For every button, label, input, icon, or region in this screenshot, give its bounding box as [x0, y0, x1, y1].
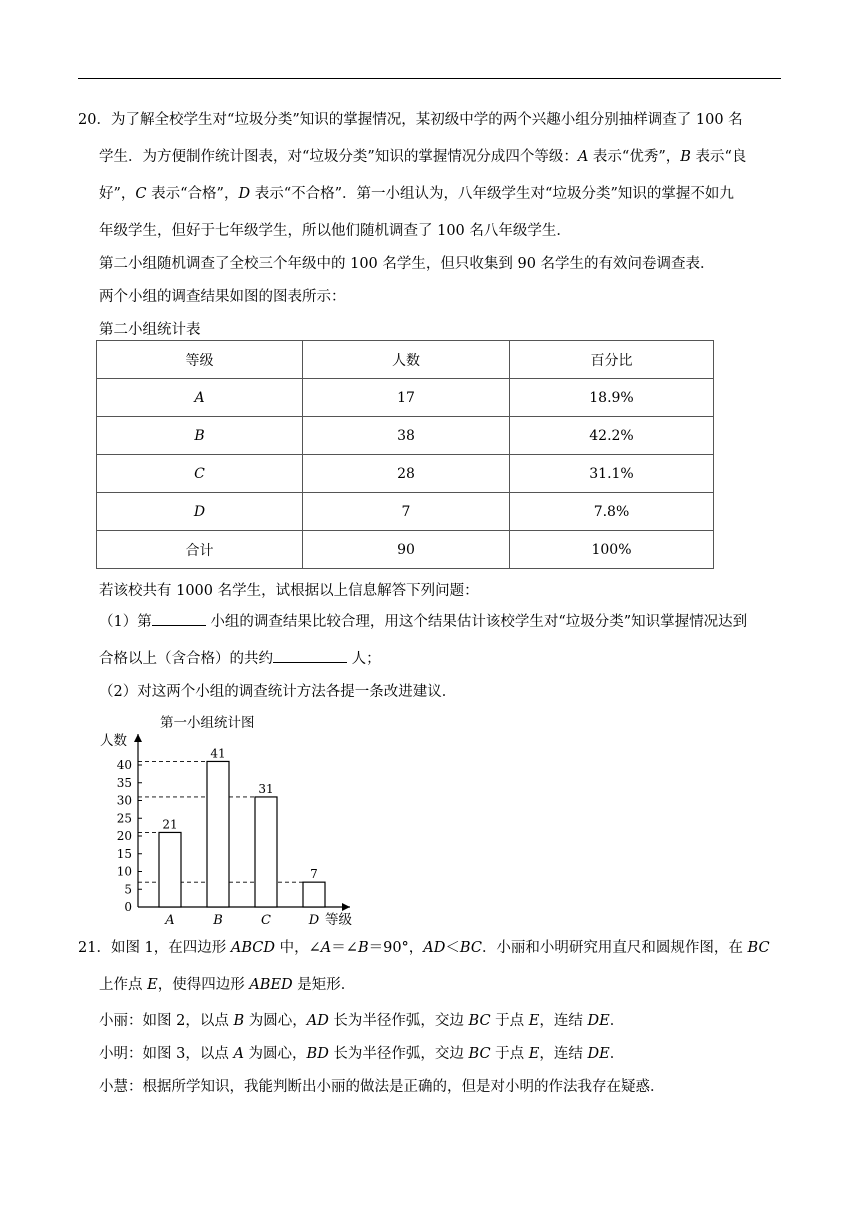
table-cell: C	[97, 455, 303, 493]
category-label: A	[165, 913, 175, 927]
q20-line-6: 两个小组的调查结果如图的图表所示：	[99, 289, 346, 305]
table-cell: 31.1%	[510, 455, 714, 493]
bar-value-label: 7	[310, 867, 318, 882]
bar-value-label: 41	[210, 746, 226, 761]
table-cell: 38	[303, 417, 510, 455]
table-cell: 17	[303, 379, 510, 417]
table-cell: 90	[303, 531, 510, 569]
table-cell: 合计	[97, 531, 303, 569]
y-tick-label: 35	[116, 775, 132, 790]
category-label: D	[308, 913, 320, 927]
bar-chart	[90, 712, 365, 927]
q20-line-3: 好”，C 表示“合格”，D 表示“不合格”．第一小组认为，八年级学生对“垃圾分类”知识的掌握不如九	[99, 186, 734, 202]
q21-line-1: 21．如图 1，在四边形 ABCD 中，∠A＝∠B＝90°，AD＜BC．小丽和小明研究用直尺和圆规作图，在 BC	[78, 940, 770, 956]
bar-C	[255, 797, 277, 907]
y-tick-label: 5	[124, 882, 132, 897]
table-total-row	[97, 531, 714, 569]
q21-line-5: 小慧：根据所学知识，我能判断出小丽的做法是正确的，但是对小明的作法我存在疑惑．	[99, 1079, 665, 1095]
y-axis-arrow	[134, 734, 142, 742]
table-row	[97, 379, 714, 417]
answer-blank-2[interactable]	[273, 646, 347, 663]
q21-line-2: 上作点 E，使得四边形 ABED 是矩形．	[99, 977, 356, 993]
table-cell: 100%	[510, 531, 714, 569]
y-tick-label: 25	[116, 811, 132, 826]
q21-line-3: 小丽：如图 2，以点 B 为圆心，AD 长为半径作弧，交边 BC 于点 E，连结 DE．	[99, 1013, 625, 1029]
bar-value-label: 31	[258, 781, 274, 796]
table-caption: 第二小组统计表	[99, 322, 201, 338]
q20-line-2: 学生．为方便制作统计图表，对“垃圾分类”知识的掌握情况分成四个等级：A 表示“优秀”，B 表示“良	[99, 149, 747, 165]
stats-table	[96, 340, 714, 569]
table-cell: 7.8%	[510, 493, 714, 531]
table-row	[97, 455, 714, 493]
q20-line-5: 第二小组随机调查了全校三个年级中的 100 名学生，但只收集到 90 名学生的有效问卷调查表．	[99, 256, 715, 272]
x-axis-label: 等级	[325, 912, 352, 927]
question-number: 20．	[78, 112, 111, 128]
q20-sub-1-cont: 合格以上（含合格）的共约 人；	[99, 641, 789, 678]
y-tick-label: 40	[116, 758, 132, 772]
question-number: 21．	[78, 940, 111, 956]
y-tick-label: 10	[116, 864, 132, 879]
q20-sub-2: （2）对这两个小组的调查统计方法各提一条改进建议．	[99, 684, 457, 700]
table-cell: 28	[303, 455, 510, 493]
chart-title: 第一小组统计图	[160, 715, 255, 731]
y-tick-label: 15	[116, 846, 132, 861]
header-rule	[78, 78, 781, 79]
q20-after-table: 若该校共有 1000 名学生，试根据以上信息解答下列问题：	[99, 583, 479, 599]
q20-line-1: 20．为了解全校学生对“垃圾分类”知识的掌握情况，某初级中学的两个兴趣小组分别抽样调查了 100 名	[78, 112, 743, 128]
table-cell: 18.9%	[510, 379, 714, 417]
table-cell: 7	[303, 493, 510, 531]
y-axis-label: 人数	[100, 733, 127, 749]
bar-B	[207, 761, 229, 907]
table-row	[97, 493, 714, 531]
x-axis-arrow	[342, 903, 350, 911]
bar-A	[159, 832, 181, 907]
answer-blank-1[interactable]	[152, 609, 206, 626]
table-header-cell: 百分比	[510, 341, 714, 379]
table-cell: 42.2%	[510, 417, 714, 455]
q21-line-4: 小明：如图 3，以点 A 为圆心，BD 长为半径作弧，交边 BC 于点 E，连结 DE．	[99, 1046, 625, 1062]
y-tick-label: 0	[124, 900, 132, 914]
y-tick-label: 20	[116, 829, 132, 843]
y-tick-label: 30	[116, 793, 132, 808]
table-header-cell: 人数	[303, 341, 510, 379]
category-label: C	[261, 913, 271, 927]
table-header-row	[97, 341, 714, 379]
q20-sub-1: （1）第 小组的调查结果比较合理，用这个结果估计该校学生对“垃圾分类”知识掌握情况达到	[99, 604, 789, 641]
bar-value-label: 21	[162, 817, 178, 832]
table-cell: A	[97, 379, 303, 417]
q20-line-4: 年级学生，但好于七年级学生，所以他们随机调查了 100 名八年级学生．	[99, 223, 571, 239]
table-cell: B	[97, 417, 303, 455]
table-header-cell: 等级	[97, 341, 303, 379]
bar-D	[303, 882, 325, 907]
table-row	[97, 417, 714, 455]
category-label: B	[213, 913, 223, 927]
table-cell: D	[97, 493, 303, 531]
